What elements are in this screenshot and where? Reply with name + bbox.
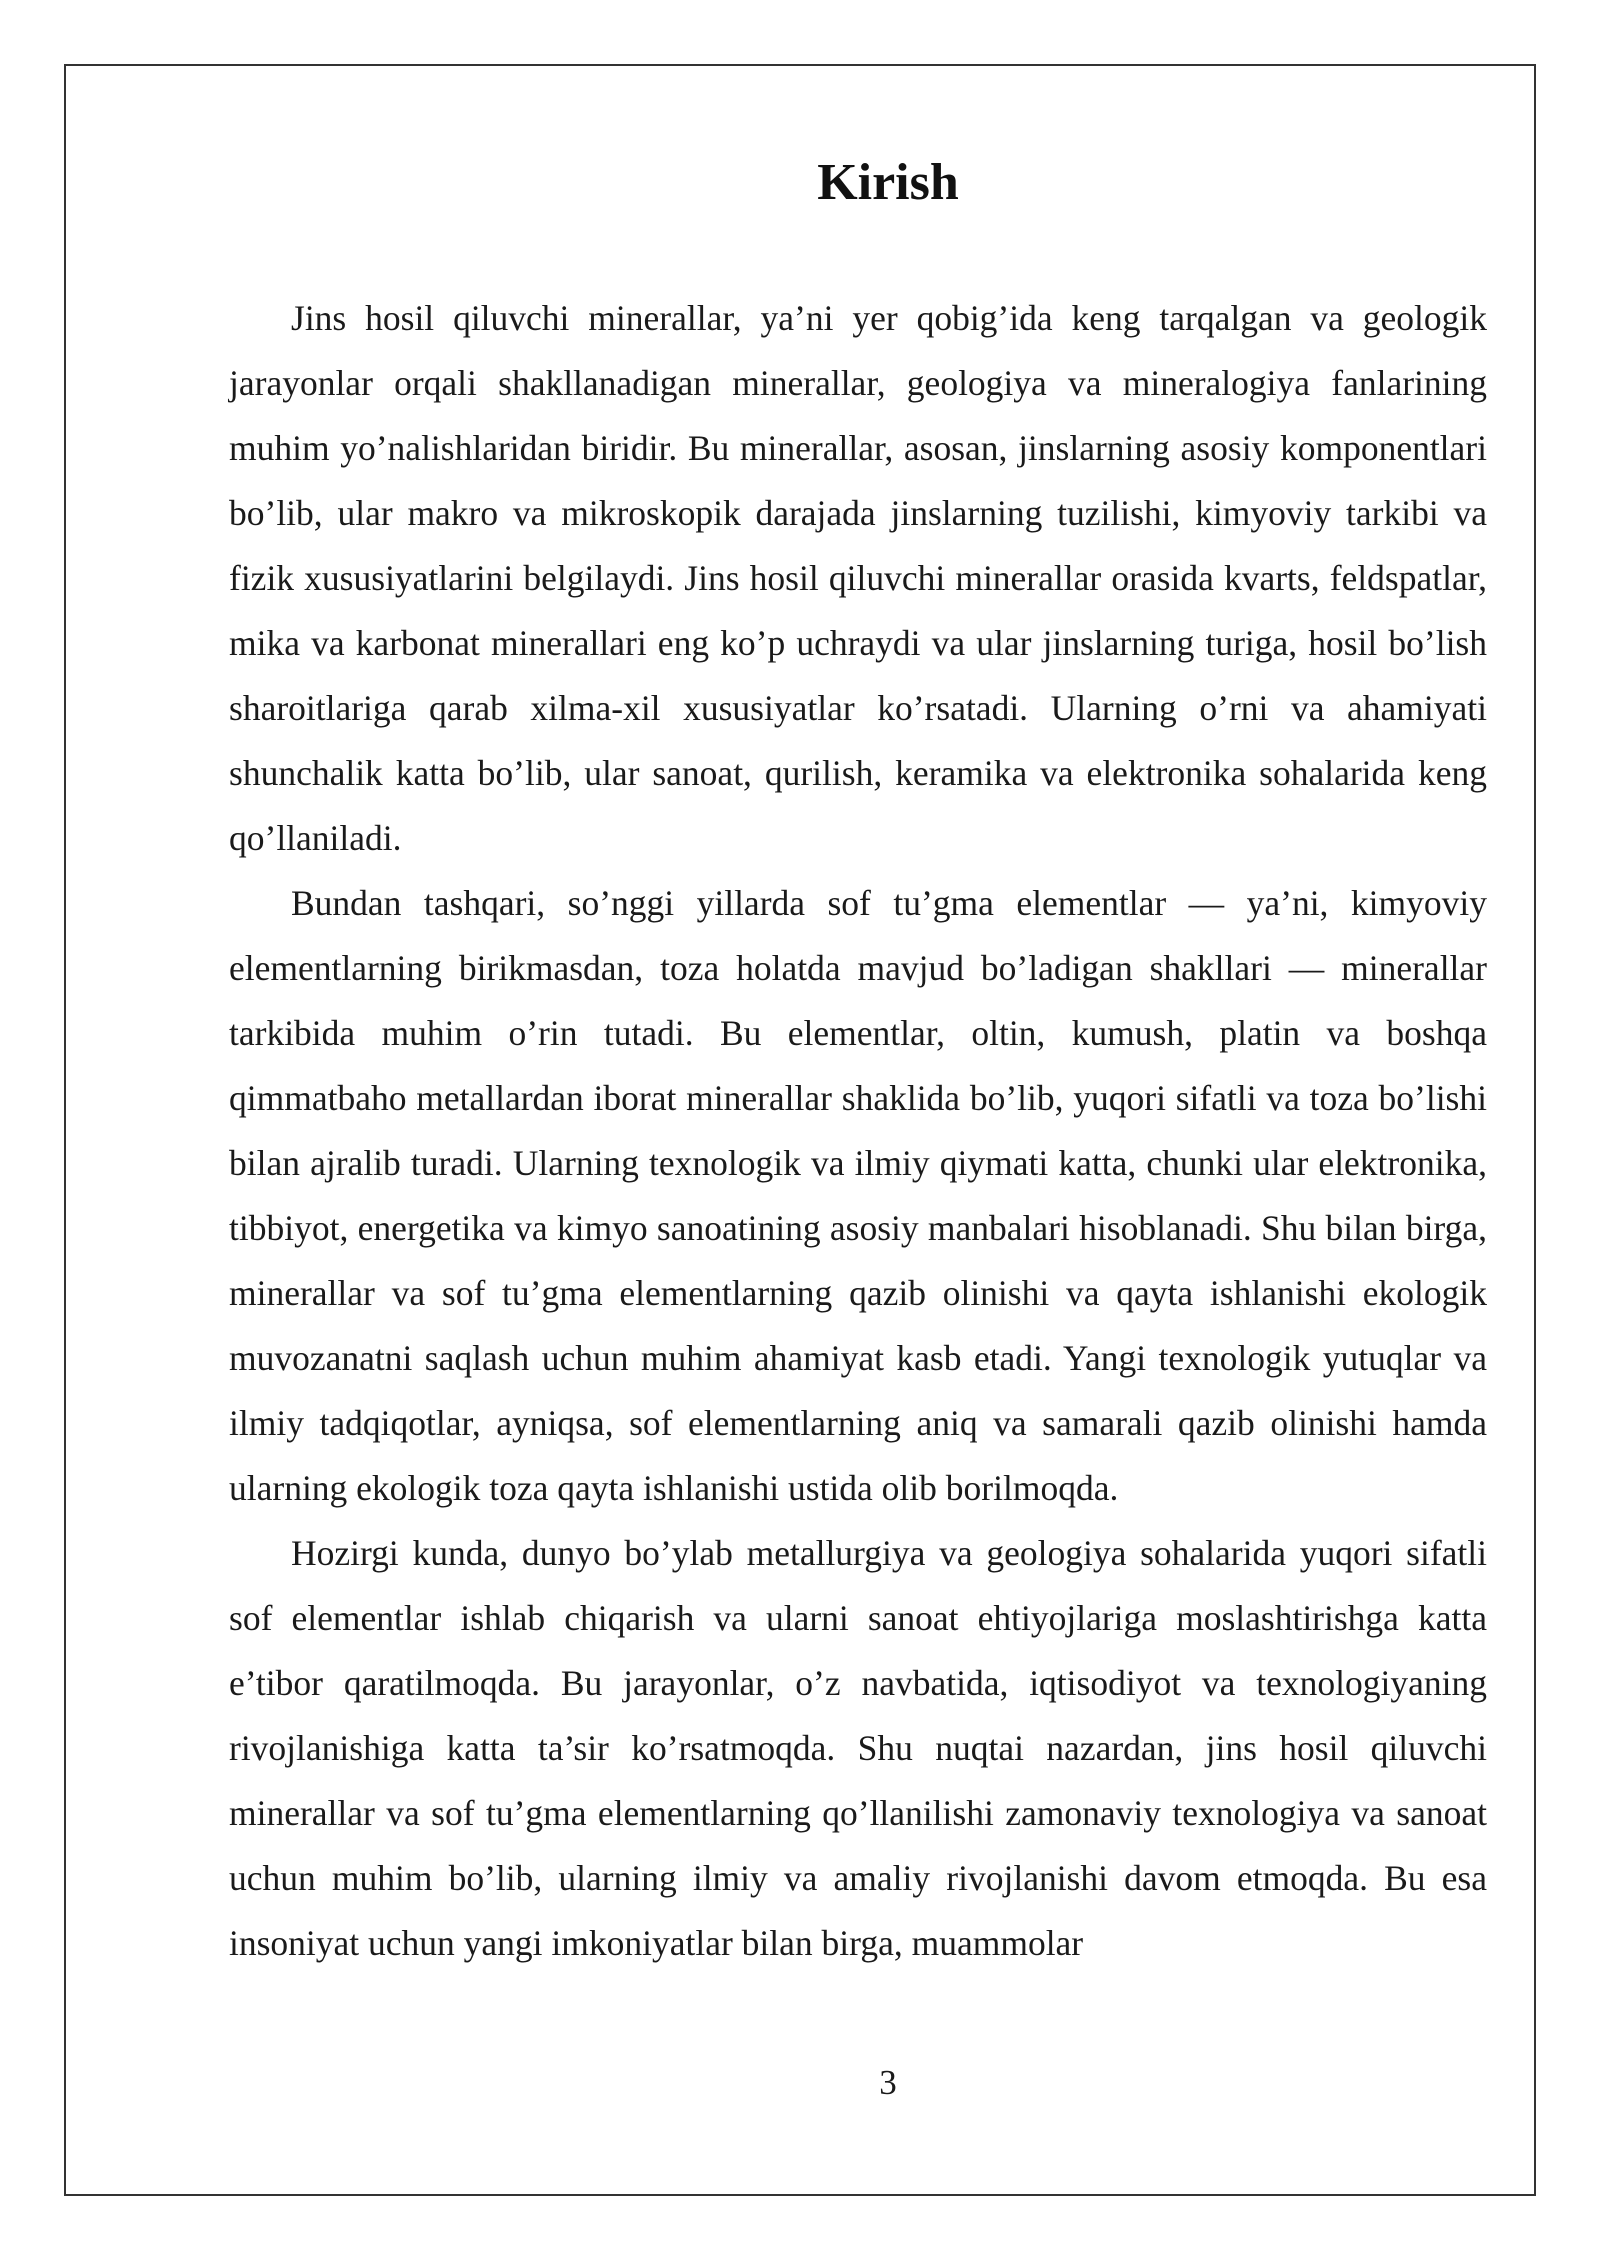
paragraph-3: Hozirgi kunda, dunyo bo’ylab metallurgiya va geologiya sohalarida yuqori sifatli sof elementlar ishlab chiqarish va ularni sanoat ehtiyojlariga moslashtirishga katta e’tibor qaratilmoqda. Bu jarayonlar, o’z navbatida, iqtisodiyot va texnologiyaning rivojlanishiga katta ta’sir ko’rsatmoqda. Shu nuqtai nazardan, jins hosil qiluvchi minerallar va sof tu’gma elementlarning qo’llanilishi zamonaviy texnologiya va sanoat uchun muhim bo’lib, ularning ilmiy va amaliy rivojlanishi davom etmoqda. Bu esa insoniyat uchun yangi imkoniyatlar bilan birga, muammolar [229,1533,1487,1963]
paragraph-2: Bundan tashqari, so’nggi yillarda sof tu’gma elementlar — ya’ni, kimyoviy elementlarning birikmasdan, toza holatda mavjud bo’ladigan shakllari — minerallar tarkibida muhim o’rin tutadi. Bu elementlar, oltin, kumush, platin va boshqa qimmatbaho metallardan iborat minerallar shaklida bo’lib, yuqori sifatli va toza bo’lishi bilan ajralib turadi. Ularning texnologik va ilmiy qiymati katta, chunki ular elektronika, tibbiyot, energetika va kimyo sanoatining asosiy manbalari hisoblanadi. Shu bilan birga, minerallar va sof tu’gma elementlarning qazib olinishi va qayta ishlanishi ekologik muvozanatni saqlash uchun muhim ahamiyat kasb etadi. Yangi texnologik yutuqlar va ilmiy tadqiqotlar, ayniqsa, sof elementlarning aniq va samarali qazib olinishi hamda ularning ekologik toza qayta ishlanishi ustida olib borilmoqda. [229,883,1487,1508]
body-text [229,286,1487,1976]
paragraph-1: Jins hosil qiluvchi minerallar, ya’ni yer qobig’ida keng tarqalgan va geologik jarayonlar orqali shakllanadigan minerallar, geologiya va mineralogiya fanlarining muhim yo’nalishlaridan biridir. Bu minerallar, asosan, jinslarning asosiy komponentlari bo’lib, ular makro va mikroskopik darajada jinslarning tuzilishi, kimyoviy tarkibi va fizik xususiyatlarini belgilaydi. Jins hosil qiluvchi minerallar orasida kvarts, feldspatlar, mika va karbonat minerallari eng ko’p uchraydi va ular jinslarning turiga, hosil bo’lish sharoitlariga qarab xilma-xil xususiyatlar ko’rsatadi. Ularning o’rni va ahamiyati shunchalik katta bo’lib, ular sanoat, qurilish, keramika va elektronika sohalarida keng qo’llaniladi. [229,298,1487,858]
page-number: 3 [879,2063,897,2102]
page-title: Kirish [817,154,959,211]
